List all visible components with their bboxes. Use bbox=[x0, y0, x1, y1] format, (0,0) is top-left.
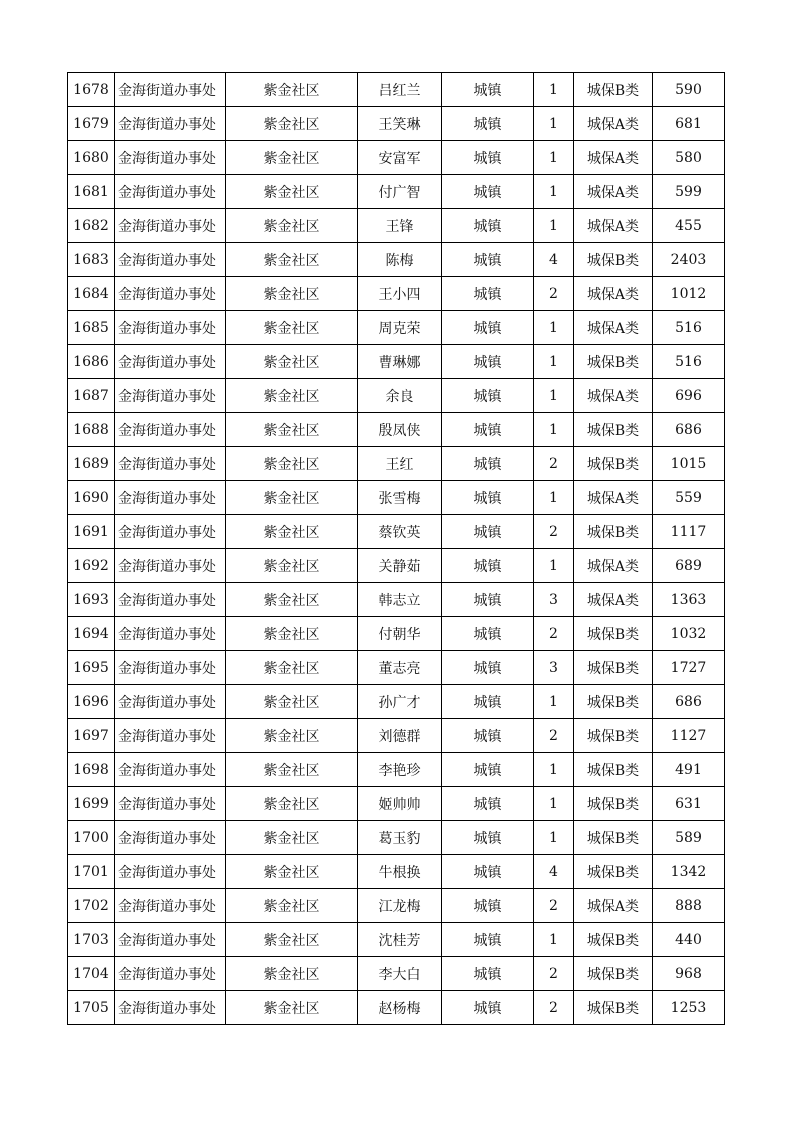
household-type-cell: 城镇 bbox=[442, 515, 534, 549]
amount-cell: 455 bbox=[653, 209, 725, 243]
household-size-cell: 1 bbox=[534, 413, 574, 447]
street-office-cell: 金海街道办事处 bbox=[115, 719, 226, 753]
table-row bbox=[68, 617, 725, 651]
amount-cell: 686 bbox=[653, 413, 725, 447]
household-size-cell: 2 bbox=[534, 277, 574, 311]
person-name-cell: 孙广才 bbox=[358, 685, 442, 719]
insurance-category-cell: 城保B类 bbox=[574, 753, 653, 787]
row-number-cell: 1690 bbox=[68, 481, 115, 515]
person-name-cell: 赵杨梅 bbox=[358, 991, 442, 1025]
community-cell: 紫金社区 bbox=[226, 141, 358, 175]
amount-cell: 1032 bbox=[653, 617, 725, 651]
community-cell: 紫金社区 bbox=[226, 549, 358, 583]
street-office-cell: 金海街道办事处 bbox=[115, 73, 226, 107]
insurance-category-cell: 城保B类 bbox=[574, 617, 653, 651]
row-number-cell: 1704 bbox=[68, 957, 115, 991]
person-name-cell: 姬帅帅 bbox=[358, 787, 442, 821]
row-number-cell: 1694 bbox=[68, 617, 115, 651]
insurance-category-cell: 城保B类 bbox=[574, 957, 653, 991]
household-size-cell: 2 bbox=[534, 991, 574, 1025]
community-cell: 紫金社区 bbox=[226, 243, 358, 277]
household-type-cell: 城镇 bbox=[442, 719, 534, 753]
person-name-cell: 沈桂芳 bbox=[358, 923, 442, 957]
insurance-category-cell: 城保B类 bbox=[574, 787, 653, 821]
amount-cell: 1127 bbox=[653, 719, 725, 753]
household-size-cell: 2 bbox=[534, 617, 574, 651]
amount-cell: 516 bbox=[653, 345, 725, 379]
household-size-cell: 1 bbox=[534, 379, 574, 413]
insurance-category-cell: 城保B类 bbox=[574, 651, 653, 685]
amount-cell: 590 bbox=[653, 73, 725, 107]
household-size-cell: 1 bbox=[534, 787, 574, 821]
amount-cell: 681 bbox=[653, 107, 725, 141]
household-type-cell: 城镇 bbox=[442, 651, 534, 685]
amount-cell: 559 bbox=[653, 481, 725, 515]
household-type-cell: 城镇 bbox=[442, 243, 534, 277]
row-number-cell: 1689 bbox=[68, 447, 115, 481]
insurance-category-cell: 城保B类 bbox=[574, 991, 653, 1025]
row-number-cell: 1695 bbox=[68, 651, 115, 685]
insurance-category-cell: 城保A类 bbox=[574, 549, 653, 583]
household-type-cell: 城镇 bbox=[442, 345, 534, 379]
amount-cell: 1015 bbox=[653, 447, 725, 481]
household-size-cell: 2 bbox=[534, 957, 574, 991]
household-size-cell: 1 bbox=[534, 685, 574, 719]
person-name-cell: 李大白 bbox=[358, 957, 442, 991]
household-size-cell: 4 bbox=[534, 243, 574, 277]
table-row bbox=[68, 515, 725, 549]
street-office-cell: 金海街道办事处 bbox=[115, 413, 226, 447]
household-type-cell: 城镇 bbox=[442, 923, 534, 957]
row-number-cell: 1697 bbox=[68, 719, 115, 753]
row-number-cell: 1682 bbox=[68, 209, 115, 243]
row-number-cell: 1703 bbox=[68, 923, 115, 957]
amount-cell: 516 bbox=[653, 311, 725, 345]
household-type-cell: 城镇 bbox=[442, 855, 534, 889]
community-cell: 紫金社区 bbox=[226, 107, 358, 141]
street-office-cell: 金海街道办事处 bbox=[115, 651, 226, 685]
person-name-cell: 葛玉豹 bbox=[358, 821, 442, 855]
amount-cell: 2403 bbox=[653, 243, 725, 277]
person-name-cell: 王小四 bbox=[358, 277, 442, 311]
person-name-cell: 安富军 bbox=[358, 141, 442, 175]
table-row bbox=[68, 753, 725, 787]
insurance-category-cell: 城保B类 bbox=[574, 73, 653, 107]
row-number-cell: 1686 bbox=[68, 345, 115, 379]
table-row bbox=[68, 991, 725, 1025]
table-row bbox=[68, 821, 725, 855]
community-cell: 紫金社区 bbox=[226, 583, 358, 617]
community-cell: 紫金社区 bbox=[226, 753, 358, 787]
insurance-category-cell: 城保A类 bbox=[574, 277, 653, 311]
street-office-cell: 金海街道办事处 bbox=[115, 175, 226, 209]
household-type-cell: 城镇 bbox=[442, 753, 534, 787]
community-cell: 紫金社区 bbox=[226, 923, 358, 957]
street-office-cell: 金海街道办事处 bbox=[115, 855, 226, 889]
household-size-cell: 2 bbox=[534, 719, 574, 753]
insurance-category-cell: 城保B类 bbox=[574, 821, 653, 855]
community-cell: 紫金社区 bbox=[226, 311, 358, 345]
household-size-cell: 2 bbox=[534, 889, 574, 923]
insurance-category-cell: 城保B类 bbox=[574, 515, 653, 549]
insurance-category-cell: 城保B类 bbox=[574, 243, 653, 277]
street-office-cell: 金海街道办事处 bbox=[115, 923, 226, 957]
table-row bbox=[68, 481, 725, 515]
row-number-cell: 1698 bbox=[68, 753, 115, 787]
person-name-cell: 董志亮 bbox=[358, 651, 442, 685]
community-cell: 紫金社区 bbox=[226, 685, 358, 719]
person-name-cell: 蔡钦英 bbox=[358, 515, 442, 549]
table-row bbox=[68, 413, 725, 447]
household-type-cell: 城镇 bbox=[442, 107, 534, 141]
person-name-cell: 王锋 bbox=[358, 209, 442, 243]
street-office-cell: 金海街道办事处 bbox=[115, 617, 226, 651]
insurance-category-cell: 城保A类 bbox=[574, 583, 653, 617]
insurance-category-cell: 城保B类 bbox=[574, 447, 653, 481]
community-cell: 紫金社区 bbox=[226, 379, 358, 413]
household-size-cell: 1 bbox=[534, 821, 574, 855]
person-name-cell: 张雪梅 bbox=[358, 481, 442, 515]
household-type-cell: 城镇 bbox=[442, 617, 534, 651]
household-type-cell: 城镇 bbox=[442, 311, 534, 345]
street-office-cell: 金海街道办事处 bbox=[115, 889, 226, 923]
roster-body bbox=[68, 73, 725, 1025]
community-cell: 紫金社区 bbox=[226, 719, 358, 753]
household-size-cell: 1 bbox=[534, 753, 574, 787]
person-name-cell: 刘德群 bbox=[358, 719, 442, 753]
community-cell: 紫金社区 bbox=[226, 889, 358, 923]
household-size-cell: 1 bbox=[534, 923, 574, 957]
amount-cell: 968 bbox=[653, 957, 725, 991]
person-name-cell: 余良 bbox=[358, 379, 442, 413]
insurance-category-cell: 城保A类 bbox=[574, 175, 653, 209]
row-number-cell: 1680 bbox=[68, 141, 115, 175]
row-number-cell: 1700 bbox=[68, 821, 115, 855]
household-type-cell: 城镇 bbox=[442, 379, 534, 413]
insurance-category-cell: 城保A类 bbox=[574, 889, 653, 923]
household-type-cell: 城镇 bbox=[442, 73, 534, 107]
community-cell: 紫金社区 bbox=[226, 447, 358, 481]
table-row bbox=[68, 957, 725, 991]
row-number-cell: 1702 bbox=[68, 889, 115, 923]
insurance-category-cell: 城保B类 bbox=[574, 923, 653, 957]
community-cell: 紫金社区 bbox=[226, 787, 358, 821]
table-row bbox=[68, 107, 725, 141]
person-name-cell: 牛根换 bbox=[358, 855, 442, 889]
community-cell: 紫金社区 bbox=[226, 73, 358, 107]
household-size-cell: 1 bbox=[534, 345, 574, 379]
household-size-cell: 3 bbox=[534, 651, 574, 685]
insurance-category-cell: 城保B类 bbox=[574, 719, 653, 753]
household-type-cell: 城镇 bbox=[442, 413, 534, 447]
household-type-cell: 城镇 bbox=[442, 277, 534, 311]
amount-cell: 491 bbox=[653, 753, 725, 787]
household-size-cell: 1 bbox=[534, 107, 574, 141]
community-cell: 紫金社区 bbox=[226, 515, 358, 549]
table-row bbox=[68, 277, 725, 311]
household-type-cell: 城镇 bbox=[442, 991, 534, 1025]
row-number-cell: 1678 bbox=[68, 73, 115, 107]
row-number-cell: 1693 bbox=[68, 583, 115, 617]
household-size-cell: 1 bbox=[534, 175, 574, 209]
street-office-cell: 金海街道办事处 bbox=[115, 379, 226, 413]
person-name-cell: 殷凤侠 bbox=[358, 413, 442, 447]
roster-table bbox=[67, 72, 725, 1025]
community-cell: 紫金社区 bbox=[226, 413, 358, 447]
street-office-cell: 金海街道办事处 bbox=[115, 991, 226, 1025]
table-row bbox=[68, 923, 725, 957]
amount-cell: 440 bbox=[653, 923, 725, 957]
community-cell: 紫金社区 bbox=[226, 821, 358, 855]
row-number-cell: 1685 bbox=[68, 311, 115, 345]
insurance-category-cell: 城保A类 bbox=[574, 481, 653, 515]
household-type-cell: 城镇 bbox=[442, 447, 534, 481]
street-office-cell: 金海街道办事处 bbox=[115, 345, 226, 379]
person-name-cell: 付朝华 bbox=[358, 617, 442, 651]
person-name-cell: 王笑琳 bbox=[358, 107, 442, 141]
street-office-cell: 金海街道办事处 bbox=[115, 209, 226, 243]
street-office-cell: 金海街道办事处 bbox=[115, 107, 226, 141]
insurance-category-cell: 城保B类 bbox=[574, 413, 653, 447]
street-office-cell: 金海街道办事处 bbox=[115, 685, 226, 719]
table-row bbox=[68, 685, 725, 719]
row-number-cell: 1701 bbox=[68, 855, 115, 889]
person-name-cell: 周克荣 bbox=[358, 311, 442, 345]
person-name-cell: 王红 bbox=[358, 447, 442, 481]
person-name-cell: 关静茹 bbox=[358, 549, 442, 583]
household-size-cell: 1 bbox=[534, 209, 574, 243]
insurance-category-cell: 城保B类 bbox=[574, 685, 653, 719]
table-row bbox=[68, 651, 725, 685]
person-name-cell: 付广智 bbox=[358, 175, 442, 209]
household-size-cell: 1 bbox=[534, 311, 574, 345]
person-name-cell: 吕红兰 bbox=[358, 73, 442, 107]
household-type-cell: 城镇 bbox=[442, 957, 534, 991]
amount-cell: 686 bbox=[653, 685, 725, 719]
table-row bbox=[68, 787, 725, 821]
household-size-cell: 4 bbox=[534, 855, 574, 889]
household-type-cell: 城镇 bbox=[442, 175, 534, 209]
table-row bbox=[68, 889, 725, 923]
person-name-cell: 曹琳娜 bbox=[358, 345, 442, 379]
community-cell: 紫金社区 bbox=[226, 209, 358, 243]
street-office-cell: 金海街道办事处 bbox=[115, 957, 226, 991]
community-cell: 紫金社区 bbox=[226, 175, 358, 209]
household-type-cell: 城镇 bbox=[442, 209, 534, 243]
street-office-cell: 金海街道办事处 bbox=[115, 787, 226, 821]
table-row bbox=[68, 447, 725, 481]
row-number-cell: 1683 bbox=[68, 243, 115, 277]
household-type-cell: 城镇 bbox=[442, 889, 534, 923]
insurance-category-cell: 城保B类 bbox=[574, 345, 653, 379]
table-row bbox=[68, 345, 725, 379]
household-type-cell: 城镇 bbox=[442, 583, 534, 617]
insurance-category-cell: 城保A类 bbox=[574, 379, 653, 413]
street-office-cell: 金海街道办事处 bbox=[115, 141, 226, 175]
table-row bbox=[68, 855, 725, 889]
table-row bbox=[68, 583, 725, 617]
street-office-cell: 金海街道办事处 bbox=[115, 277, 226, 311]
table-row bbox=[68, 141, 725, 175]
household-size-cell: 1 bbox=[534, 549, 574, 583]
row-number-cell: 1679 bbox=[68, 107, 115, 141]
table-row bbox=[68, 719, 725, 753]
amount-cell: 696 bbox=[653, 379, 725, 413]
insurance-category-cell: 城保A类 bbox=[574, 311, 653, 345]
table-row bbox=[68, 549, 725, 583]
community-cell: 紫金社区 bbox=[226, 617, 358, 651]
insurance-category-cell: 城保A类 bbox=[574, 107, 653, 141]
street-office-cell: 金海街道办事处 bbox=[115, 481, 226, 515]
household-type-cell: 城镇 bbox=[442, 141, 534, 175]
community-cell: 紫金社区 bbox=[226, 481, 358, 515]
table-row bbox=[68, 209, 725, 243]
street-office-cell: 金海街道办事处 bbox=[115, 821, 226, 855]
amount-cell: 1342 bbox=[653, 855, 725, 889]
amount-cell: 1253 bbox=[653, 991, 725, 1025]
household-type-cell: 城镇 bbox=[442, 549, 534, 583]
community-cell: 紫金社区 bbox=[226, 957, 358, 991]
person-name-cell: 李艳珍 bbox=[358, 753, 442, 787]
amount-cell: 599 bbox=[653, 175, 725, 209]
community-cell: 紫金社区 bbox=[226, 345, 358, 379]
person-name-cell: 江龙梅 bbox=[358, 889, 442, 923]
street-office-cell: 金海街道办事处 bbox=[115, 583, 226, 617]
amount-cell: 1117 bbox=[653, 515, 725, 549]
table-row bbox=[68, 243, 725, 277]
household-size-cell: 2 bbox=[534, 515, 574, 549]
row-number-cell: 1705 bbox=[68, 991, 115, 1025]
table-row bbox=[68, 73, 725, 107]
community-cell: 紫金社区 bbox=[226, 277, 358, 311]
household-size-cell: 3 bbox=[534, 583, 574, 617]
amount-cell: 580 bbox=[653, 141, 725, 175]
household-type-cell: 城镇 bbox=[442, 787, 534, 821]
street-office-cell: 金海街道办事处 bbox=[115, 549, 226, 583]
table-row bbox=[68, 379, 725, 413]
row-number-cell: 1696 bbox=[68, 685, 115, 719]
insurance-category-cell: 城保A类 bbox=[574, 209, 653, 243]
household-size-cell: 1 bbox=[534, 481, 574, 515]
community-cell: 紫金社区 bbox=[226, 855, 358, 889]
insurance-category-cell: 城保A类 bbox=[574, 141, 653, 175]
person-name-cell: 韩志立 bbox=[358, 583, 442, 617]
community-cell: 紫金社区 bbox=[226, 651, 358, 685]
street-office-cell: 金海街道办事处 bbox=[115, 753, 226, 787]
row-number-cell: 1688 bbox=[68, 413, 115, 447]
street-office-cell: 金海街道办事处 bbox=[115, 311, 226, 345]
amount-cell: 589 bbox=[653, 821, 725, 855]
amount-cell: 689 bbox=[653, 549, 725, 583]
insurance-category-cell: 城保B类 bbox=[574, 855, 653, 889]
table-row bbox=[68, 311, 725, 345]
household-size-cell: 1 bbox=[534, 73, 574, 107]
household-type-cell: 城镇 bbox=[442, 685, 534, 719]
row-number-cell: 1681 bbox=[68, 175, 115, 209]
row-number-cell: 1691 bbox=[68, 515, 115, 549]
person-name-cell: 陈梅 bbox=[358, 243, 442, 277]
street-office-cell: 金海街道办事处 bbox=[115, 243, 226, 277]
amount-cell: 1012 bbox=[653, 277, 725, 311]
row-number-cell: 1687 bbox=[68, 379, 115, 413]
household-size-cell: 2 bbox=[534, 447, 574, 481]
amount-cell: 1363 bbox=[653, 583, 725, 617]
row-number-cell: 1684 bbox=[68, 277, 115, 311]
table-row bbox=[68, 175, 725, 209]
amount-cell: 888 bbox=[653, 889, 725, 923]
street-office-cell: 金海街道办事处 bbox=[115, 447, 226, 481]
amount-cell: 631 bbox=[653, 787, 725, 821]
community-cell: 紫金社区 bbox=[226, 991, 358, 1025]
household-size-cell: 1 bbox=[534, 141, 574, 175]
household-type-cell: 城镇 bbox=[442, 481, 534, 515]
row-number-cell: 1699 bbox=[68, 787, 115, 821]
household-type-cell: 城镇 bbox=[442, 821, 534, 855]
row-number-cell: 1692 bbox=[68, 549, 115, 583]
amount-cell: 1727 bbox=[653, 651, 725, 685]
street-office-cell: 金海街道办事处 bbox=[115, 515, 226, 549]
